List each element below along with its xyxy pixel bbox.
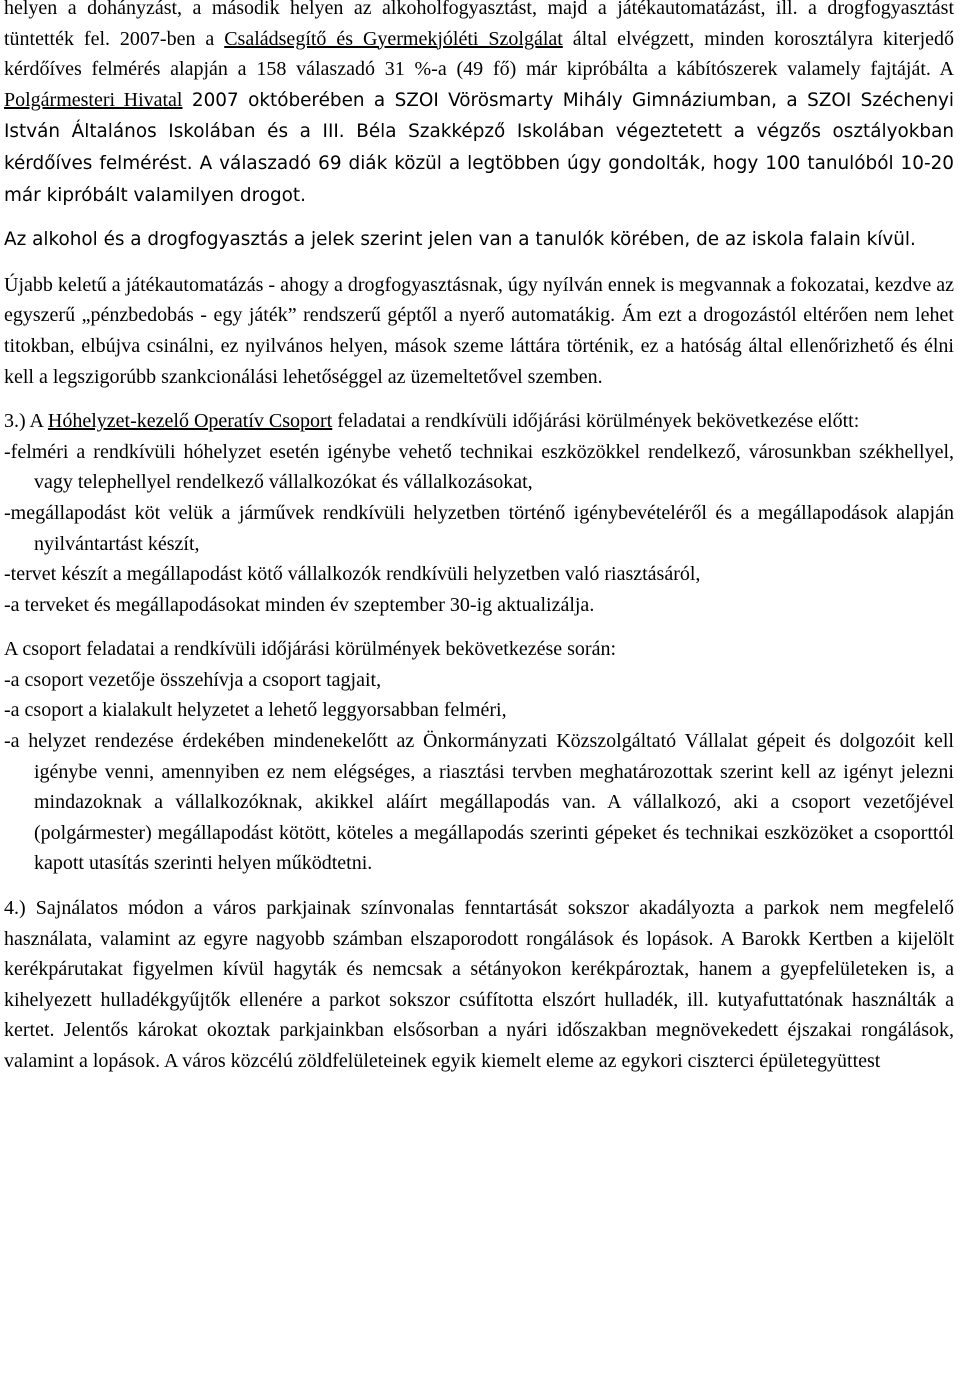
text-run: által elvégzett, minden korosztályra kiterjedő kérdőíves felmérés alapján a 158 válaszadó 31 %-a (49 fő) már kipróbálta a kábítószerek valamely fajtáját. A — [4, 27, 954, 81]
list-item: -a csoport a kialakult helyzetet a lehető leggyorsabban felméri, — [4, 699, 507, 722]
text-run: feladatai a rendkívüli időjárási körülmények bekövetkezése előtt: — [332, 410, 860, 433]
section-3-heading — [4, 406, 954, 437]
list-item: -a helyzet rendezése érdekében mindenekelőtt az Önkormányzati Közszolgáltató Vállalat gépeit és dolgozóit kell igénybe venni, amennyiben ez nem elégséges, a riasztási tervben meghatározottak szerint kell az igényt jelezni mindazoknak a vállalkozóknak, akikkel aláírt megállapodás van. A vállalkozó, aki a csoport vezetőjével (polgármester) megállapodást kötött, köteles a megállapodás szerinti gépeket és technikai eszközöket a csoporttól kapott utasítás szerinti helyen működtetni. — [4, 730, 954, 875]
underlined-organization: Polgármesteri Hivatal — [4, 88, 183, 111]
paragraph-alcohol: Az alkohol és a drogfogyasztás a jelek szerint jelen van a tanulók körében, de az iskola falain kívül. — [4, 229, 916, 251]
underlined-organization: Családsegítő és Gyermekjóléti Szolgálat — [224, 27, 563, 50]
list-item: -tervet készít a megállapodást kötő vállalkozók rendkívüli helyzetben való riasztásáról, — [4, 563, 701, 586]
list-item: -a csoport vezetője összehívja a csoport tagjait, — [4, 668, 382, 691]
text-run: 3.) A — [4, 410, 48, 433]
paragraph-gambling: Újabb keletű a játékautomatázás - ahogy a drogfogyasztásnak, úgy nyílván ennek is megvannak a fokozatai, kezdve az egyszerű „pénzbedobás - egy játék” rendszerű géptől a nyerő automatákig. Ám ezt a drogozástól eltérően nem lehet titokban, elbújva csinálni, ez nyilvános helyen, mások szeme láttára történik, ez a hatóság által ellenőrizhető és élni kell a legszigorúbb szankcionálási lehetőséggel az üzemeltetővel szemben. — [4, 273, 954, 388]
paragraph-drug-survey — [4, 0, 954, 211]
list-item: -felméri a rendkívüli hóhelyzet esetén igénybe vehető technikai eszközökkel rendelkező, városunkban székhellyel, vagy telephellyel rendelkező vállalkozókat és vállalkozásokat, — [4, 440, 954, 494]
text-run: 2007 októberében a SZOI Vörösmarty Mihály Gimnáziumban, a SZOI Széchenyi István Általános Iskolában és a III. Béla Szakképző Iskolában végeztetett a végzős osztályokban kérdőíves felmérést. A válaszadó 69 diák közül a legtöbben úgy gondolták, hogy 100 tanulóból 10-20 már kipróbált valamilyen drogot. — [4, 89, 955, 206]
text-run: helyen a dohányzást, a második helyen az alkoholfogyasztást, majd a játékautomatázást, ill. a drogfogyasztást tüntették fel. 2007-ben a — [4, 0, 954, 50]
list-item: -a terveket és megállapodásokat minden év szeptember 30-ig aktualizálja. — [4, 593, 595, 616]
list-item: -megállapodást köt velük a járművek rendkívüli helyzetben történő igénybevételéről és a megállapodások alapján nyilvántartást készít, — [4, 501, 954, 555]
underlined-group-name: Hóhelyzet-kezelő Operatív Csoport — [47, 410, 333, 433]
document-page — [4, 0, 954, 1077]
section-3b-heading: A csoport feladatai a rendkívüli időjárási körülmények bekövetkezése során: — [4, 638, 617, 661]
paragraph-parks: 4.) Sajnálatos módon a város parkjainak színvonalas fenntartását sokszor akadályozta a parkok nem megfelelő használata, valamint az egyre nagyobb számban elszaporodott rongálások és lopások. A Barokk Kertben a kijelölt kerékpárutakat figyelmen kívül hagyták és nemcsak a sétányokon kerékpároztak, hanem a gyepfelületeken is, a kihelyezett hulladékgyűjtők ellenére a parkot sokszor csúfította elszórt hulladék, ill. kutyafuttatónak használták a kertet. Jelentős károkat okoztak parkjainkban elsősorban a nyári időszakban megnövekedett éjszakai rongálások, valamint a lopások. A város közcélú zöldfelületeinek egyik kiemelt eleme az egykori ciszterci épületegyüttest — [4, 897, 954, 1072]
